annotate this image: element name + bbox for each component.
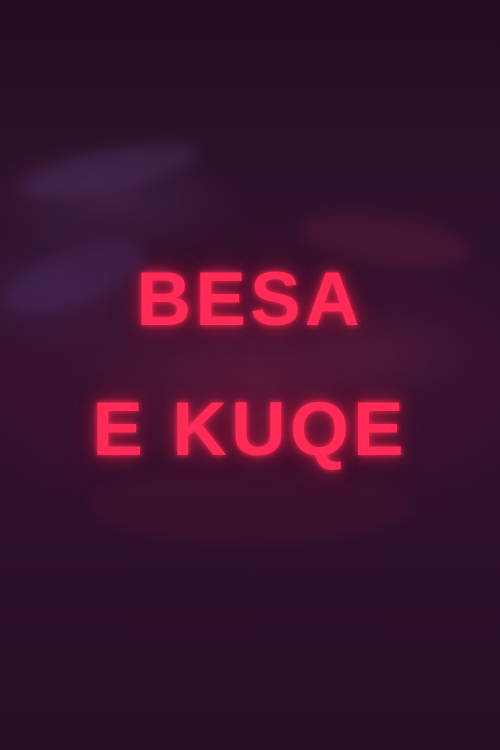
bottom-dark-band (0, 650, 500, 750)
background-haze (90, 470, 410, 540)
title-line-2: E KUQE (92, 387, 408, 472)
top-dark-band (0, 0, 500, 95)
background-haze (18, 132, 202, 209)
title-line-1: BESA (136, 257, 364, 342)
